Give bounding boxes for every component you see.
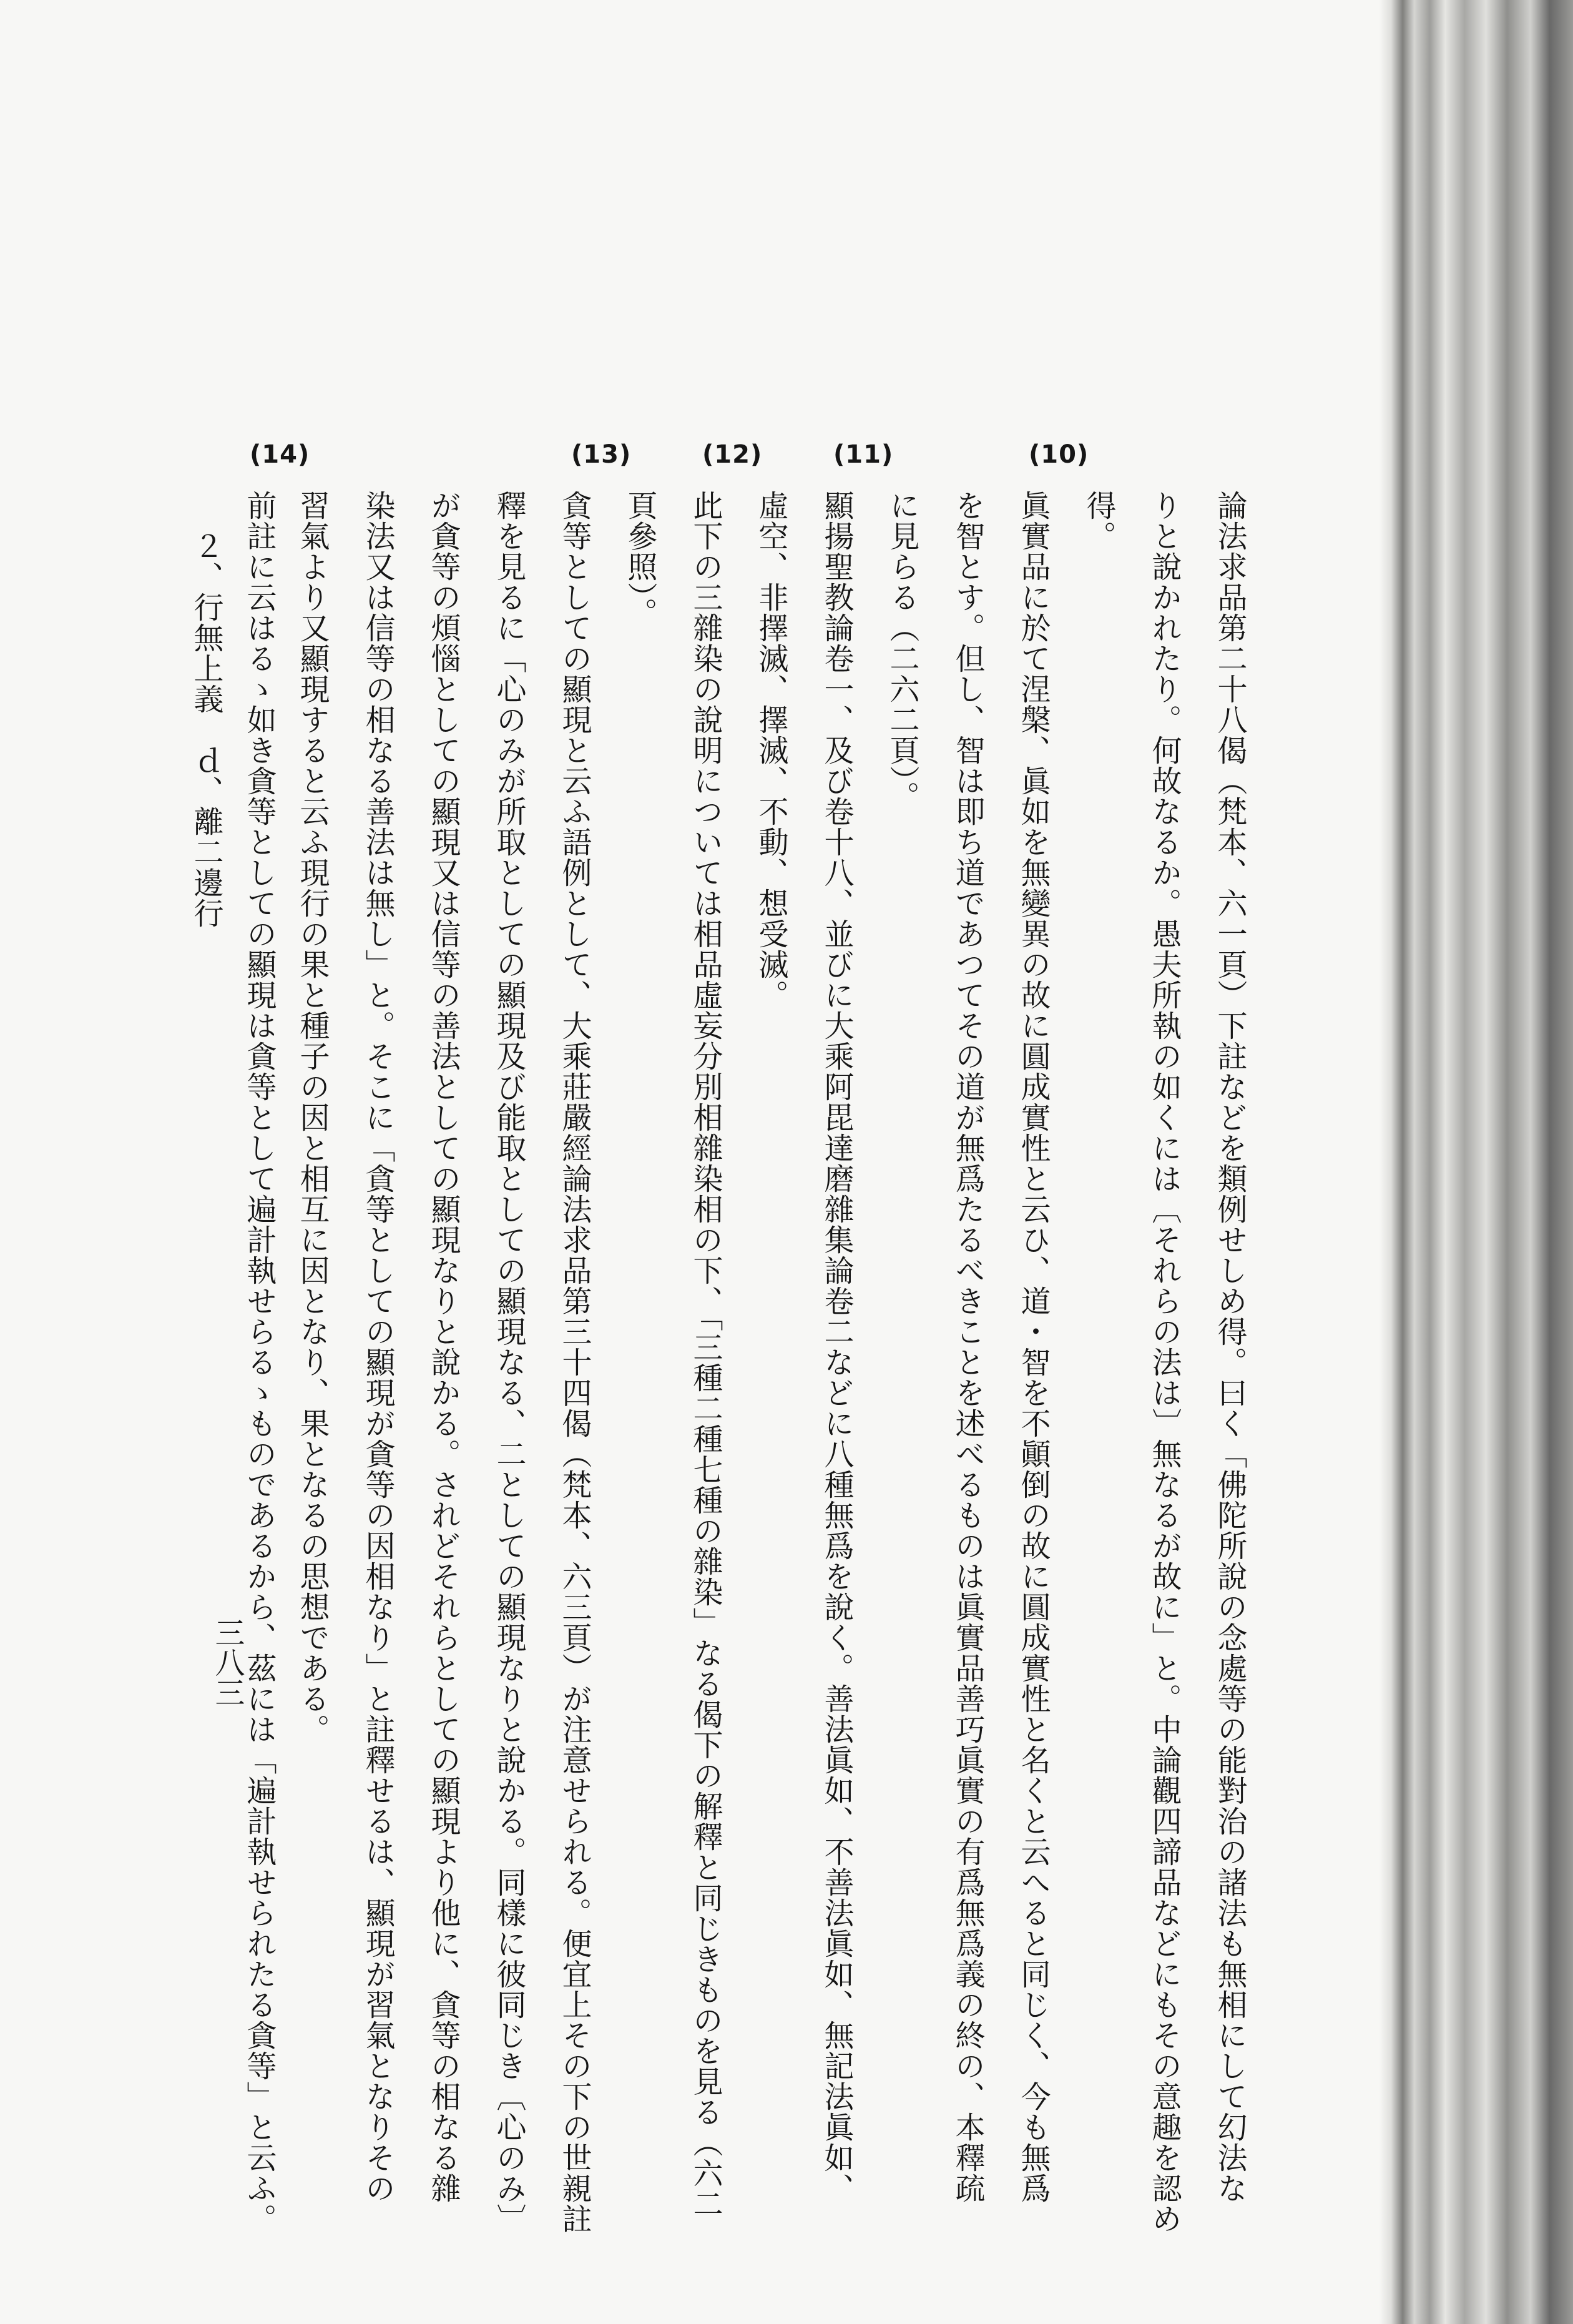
note-14-line-1: 貪等としての顯現と云ふ語例として、大乘莊嚴經論法求品第三十四偈（梵本、六三頁）が注意せられる。便宜上その下の世親註 bbox=[557, 490, 592, 2234]
note-14-line-2: 釋を見るに「心のみが所取としての顯現及び能取としての顯現なる、二としての顯現なりと說かる。同樣に彼同じき〔心のみ〕 bbox=[491, 490, 526, 2234]
note-10-line-3: 得。 bbox=[1081, 490, 1116, 551]
note-14-line-4: 染法又は信等の相なる善法は無し」と。そこに「貪等としての顯現が貪等の因相なり」と註釋せるは、顯現が習氣となりその bbox=[360, 490, 395, 2203]
page-number: 三八三 bbox=[210, 1617, 245, 1707]
note-11-line-2: を智とす。但し、智は即ち道であつてその道が無爲たるべきことを述べるものは眞實品善巧眞實の有爲無爲義の終の、本釋疏 bbox=[950, 490, 985, 2203]
note-13-line-1: 此下の三雜染の說明については相品虛妄分別相雜染相の下、「三種二種七種の雜染」なる偈下の解釋と同じきものを見る（六二 bbox=[688, 490, 723, 2219]
note-14-line-3: が貪等の煩惱としての顯現又は信等の善法としての顯現なりと說かる。されどそれらとしての顯現より他に、貪等の相なる雜 bbox=[426, 490, 461, 2203]
binding-shadow bbox=[1379, 0, 1573, 2324]
note-marker-13: (13) bbox=[571, 440, 632, 469]
note-14-line-5: 習氣より又顯現すると云ふ現行の果と種子の因と相互に因となり、果となるの思想である。 bbox=[295, 490, 330, 1745]
note-10-line-2: りと說かれたり。何故なるか。愚夫所執の如くには〔それらの法は〕無なるが故に」と。中論觀四諦品などにもその意趣を認め bbox=[1147, 490, 1182, 2234]
note-12-line-2: 虛空、非擇滅、擇滅、不動、想受滅。 bbox=[753, 490, 788, 1010]
note-10-line-1: 論法求品第二十八偈（梵本、六一頁）下註などを類例せしめ得。曰く「佛陀所說の念處等の能對治の諸法も無相にして幻法な bbox=[1212, 490, 1247, 2203]
section-heading: ２、行無上義 ｄ、離二邊行 bbox=[189, 531, 223, 928]
note-marker-10: (10) bbox=[1029, 440, 1089, 469]
note-marker-11: (11) bbox=[833, 440, 894, 469]
note-marker-12: (12) bbox=[702, 440, 763, 469]
note-14-line-6: 前註に云はるゝ如き貪等としての顯現は貪等として遍計執せらるゝものであるから、茲には「遍計執せられたる貪等」と云ふ。 bbox=[242, 490, 277, 2234]
note-11-line-1: 眞實品に於て涅槃、眞如を無變異の故に圓成實性と云ひ、道・智を不顚倒の故に圓成實性と名くと云へると同じく、今も無爲 bbox=[1016, 490, 1051, 2203]
note-marker-14: (14) bbox=[250, 440, 310, 469]
note-12-line-1: 顯揚聖教論卷一、及び卷十八、並びに大乘阿毘達磨雜集論卷二などに八種無爲を說く。善法眞如、不善法眞如、無記法眞如、 bbox=[819, 490, 854, 2203]
note-11-line-3: に見らる（二六二頁）。 bbox=[885, 490, 919, 812]
note-13-line-2: 頁參照）。 bbox=[622, 490, 657, 628]
